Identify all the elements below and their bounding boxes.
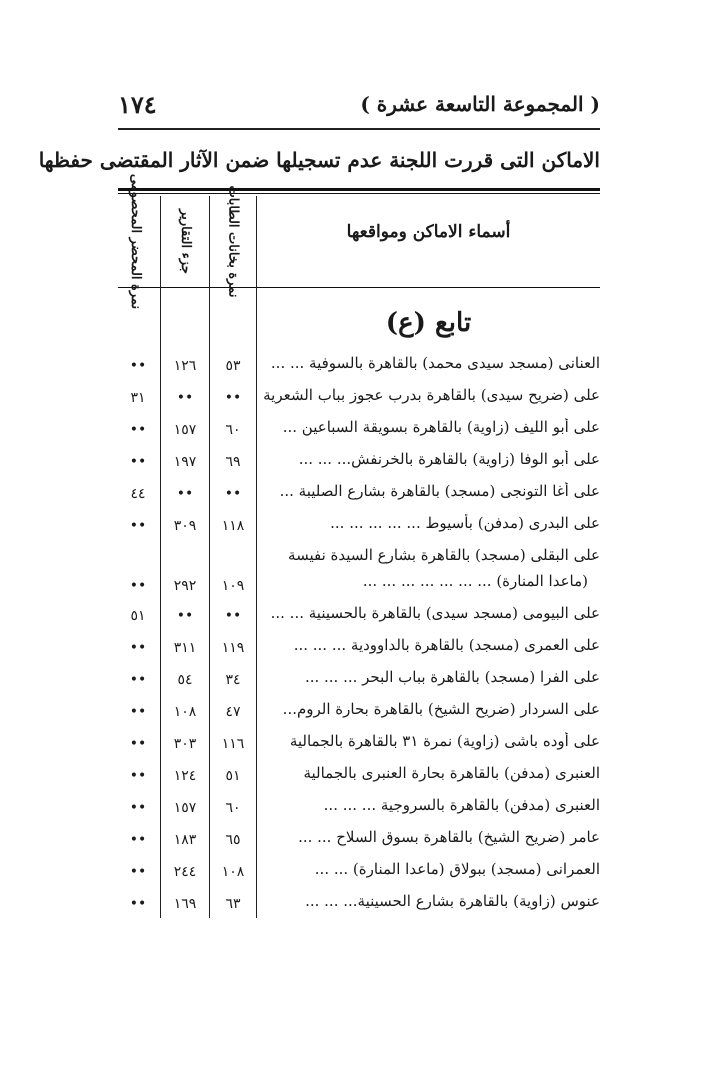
table-row <box>118 418 600 448</box>
place-name: العنانى (مسجد سيدى محمد) بالقاهرة بالسوفية ... ... <box>270 354 600 372</box>
place-name: عنوس (زاوية) بالقاهرة بشارع الحسينية... ... ... <box>305 892 600 910</box>
mahdar-part-cell: ٥١ <box>130 608 146 624</box>
table-row <box>118 828 600 858</box>
qita-number-cell: ٥١ <box>225 768 241 784</box>
takalif-part-cell: ٢٤٤ <box>173 864 197 880</box>
takalif-part-cell: ١٥٧ <box>173 422 197 438</box>
column-header-names: أسماء الاماكن ومواقعها <box>346 222 511 242</box>
place-name: العنبرى (مدفن) بالقاهرة بحارة العنبرى بالجمالية <box>303 764 600 782</box>
qita-number-cell: ١١٦ <box>221 736 245 752</box>
mahdar-part-cell: •• <box>129 704 147 720</box>
mahdar-part-cell: •• <box>129 832 147 848</box>
header-rule <box>118 128 600 130</box>
place-name: عامر (ضريح الشيخ) بالقاهرة بسوق السلاح ... ... <box>298 828 600 846</box>
running-title: ( المجموعة التاسعة عشرة ) <box>360 92 600 116</box>
table-row <box>118 700 600 730</box>
table-row <box>118 450 600 480</box>
qita-number-cell: ٥٣ <box>225 358 241 374</box>
place-name: على العمرى (مسجد) بالقاهرة بالداوودية ... ... ... <box>293 636 600 654</box>
takalif-part-cell: ٢٩٢ <box>173 578 197 594</box>
qita-number-cell: ٦٩ <box>225 454 241 470</box>
takalif-part-cell: •• <box>176 390 194 406</box>
qita-number-cell: ٦٠ <box>225 800 241 816</box>
table-row <box>118 892 600 922</box>
takalif-part-cell: ٣٠٣ <box>173 736 197 752</box>
takalif-part-cell: ١٩٧ <box>173 454 197 470</box>
takalif-part-cell: ١٨٣ <box>173 832 197 848</box>
page-number: ١٧٤ <box>118 90 157 119</box>
table-row <box>118 636 600 666</box>
table-row <box>118 386 600 416</box>
table-row <box>118 860 600 890</box>
takalif-part-cell: •• <box>176 608 194 624</box>
place-name: على السردار (ضريح الشيخ) بالقاهرة بحارة الروم... <box>282 700 600 718</box>
qita-number-cell: ٤٧ <box>225 704 241 720</box>
mahdar-part-cell: •• <box>129 800 147 816</box>
qita-number-cell: ١١٨ <box>221 518 245 534</box>
place-name: على أغا التونجى (مسجد) بالقاهرة بشارع الصليبة ... <box>279 482 600 500</box>
takalif-part-cell: ١٢٦ <box>173 358 197 374</box>
takalif-part-cell: ٣١١ <box>173 640 197 656</box>
table-row <box>118 546 600 594</box>
place-name: على أبو الوفا (زاوية) بالقاهرة بالخرنفش... ... ... <box>298 450 600 468</box>
mahdar-part-cell: •• <box>129 578 147 594</box>
qita-number-cell: ٦٠ <box>225 422 241 438</box>
table-header-rule <box>118 287 600 288</box>
mahdar-part-cell: •• <box>129 454 147 470</box>
table-row <box>118 732 600 762</box>
table-row <box>118 796 600 826</box>
section-title: الاماكن التى قررت اللجنة عدم تسجيلها ضمن الآثار المقتضى حفظها <box>38 148 600 172</box>
column-header-takalif: جزء التقارير <box>177 208 193 274</box>
column-header-qita: نمرة بخانات الطابات <box>225 185 241 297</box>
continuation-heading: تابع (ع) <box>385 308 472 338</box>
takalif-part-cell: ١٦٩ <box>173 896 197 912</box>
table-row <box>118 604 600 634</box>
qita-number-cell: ٣٤ <box>225 672 241 688</box>
mahdar-part-cell: •• <box>129 768 147 784</box>
takalif-part-cell: ١٥٧ <box>173 800 197 816</box>
place-name: على الفرا (مسجد) بالقاهرة بباب البحر ... ... ... <box>304 668 600 686</box>
mahdar-part-cell: •• <box>129 422 147 438</box>
table-row <box>118 482 600 512</box>
mahdar-part-cell: ٣١ <box>130 390 146 406</box>
qita-number-cell: •• <box>224 390 242 406</box>
takalif-part-cell: ١٠٨ <box>173 704 197 720</box>
place-name: العنبرى (مدفن) بالقاهرة بالسروجية ... ... ... <box>323 796 600 814</box>
mahdar-part-cell: •• <box>129 358 147 374</box>
table-row <box>118 514 600 544</box>
mahdar-part-cell: ٤٤ <box>130 486 146 502</box>
takalif-part-cell: ٣٠٩ <box>173 518 197 534</box>
place-name-continuation: (ماعدا المنارة) ... ... ... ... ... ... ... <box>362 572 588 590</box>
table-row <box>118 668 600 698</box>
qita-number-cell: ١١٩ <box>221 640 245 656</box>
place-name: على (ضريح سيدى) بالقاهرة بدرب عجوز بباب الشعرية <box>263 386 600 404</box>
place-name: العمرانى (مسجد) ببولاق (ماعدا المنارة) ... ... <box>314 860 600 878</box>
place-name: على أبو الليف (زاوية) بالقاهرة بسويقة السباعين ... <box>282 418 600 436</box>
mahdar-part-cell: •• <box>129 672 147 688</box>
place-name: على أوده باشى (زاوية) نمرة ٣١ بالقاهرة بالجمالية <box>289 732 600 750</box>
place-name: على البيومى (مسجد سيدى) بالقاهرة بالحسينية ... ... <box>270 604 600 622</box>
takalif-part-cell: ٥٤ <box>177 672 193 688</box>
mahdar-part-cell: •• <box>129 640 147 656</box>
qita-number-cell: ١٠٨ <box>221 864 245 880</box>
place-name: على البقلى (مسجد) بالقاهرة بشارع السيدة نفيسة <box>288 546 600 564</box>
mahdar-part-cell: •• <box>129 736 147 752</box>
table-row <box>118 764 600 794</box>
qita-number-cell: •• <box>224 608 242 624</box>
qita-number-cell: ٦٣ <box>225 896 241 912</box>
qita-number-cell: ١٠٩ <box>221 578 245 594</box>
page-header <box>118 88 600 124</box>
takalif-part-cell: ١٢٤ <box>173 768 197 784</box>
table-top-rule-thin <box>118 193 600 194</box>
mahdar-part-cell: •• <box>129 518 147 534</box>
table-row <box>118 354 600 384</box>
mahdar-part-cell: •• <box>129 896 147 912</box>
place-name: على البدرى (مدفن) بأسيوط ... ... ... ... ... <box>330 514 600 532</box>
column-header-mahdar: نمرة المحضر المحصومى <box>128 173 144 309</box>
mahdar-part-cell: •• <box>129 864 147 880</box>
qita-number-cell: •• <box>224 486 242 502</box>
qita-number-cell: ٦٥ <box>225 832 241 848</box>
table-top-rule <box>118 188 600 191</box>
takalif-part-cell: •• <box>176 486 194 502</box>
